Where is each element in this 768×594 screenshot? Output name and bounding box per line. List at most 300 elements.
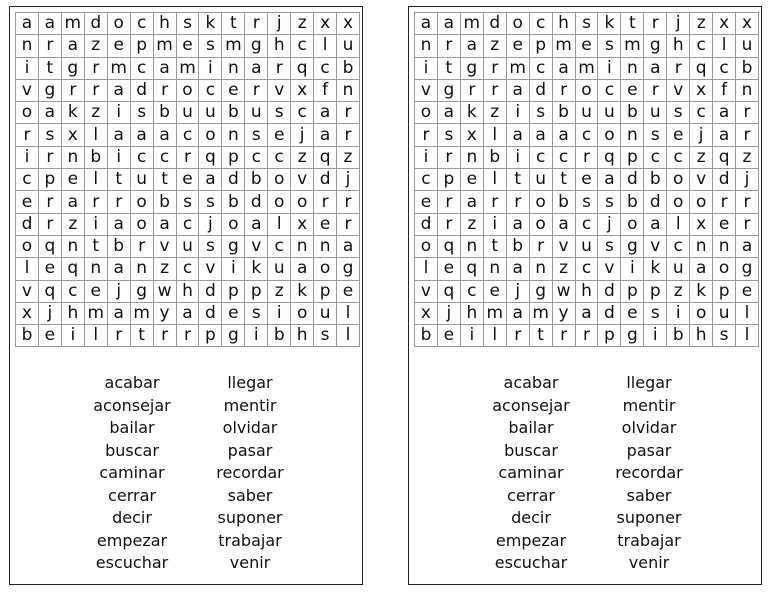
grid-cell: r — [268, 58, 291, 80]
grid-cell: n — [484, 258, 507, 280]
grid-cell: b — [621, 102, 644, 124]
grid-cell: i — [199, 58, 222, 80]
grid-cell: x — [736, 13, 759, 35]
grid-cell: a — [736, 236, 759, 258]
grid-cell: a — [245, 214, 268, 236]
grid-cell: l — [16, 258, 39, 280]
grid-cell: i — [598, 58, 621, 80]
grid-cell: x — [337, 13, 360, 35]
grid-cell: z — [461, 214, 484, 236]
grid-cell: b — [154, 191, 177, 213]
grid-cell: b — [667, 325, 690, 347]
grid-cell: u — [177, 102, 200, 124]
grid-cell: u — [736, 35, 759, 57]
grid-cell: o — [131, 214, 154, 236]
grid-cell: m — [62, 13, 85, 35]
grid-cell: r — [667, 58, 690, 80]
grid-cell: x — [461, 124, 484, 146]
grid-cell: b — [222, 191, 245, 213]
grid-cell: m — [131, 303, 154, 325]
grid-cell: c — [62, 281, 85, 303]
grid-cell: j — [337, 169, 360, 191]
grid-cell: m — [507, 58, 530, 80]
grid-cell: c — [291, 102, 314, 124]
grid-cell: h — [576, 281, 599, 303]
grid-cell: z — [291, 147, 314, 169]
grid-cell: c — [461, 281, 484, 303]
grid-cell: b — [245, 169, 268, 191]
grid-cell: e — [222, 303, 245, 325]
grid-cell: e — [62, 169, 85, 191]
word-list-item: suponer — [616, 508, 682, 527]
grid-cell: t — [530, 325, 553, 347]
grid-cell: z — [62, 214, 85, 236]
grid-cell: z — [690, 13, 713, 35]
grid-cell: o — [131, 191, 154, 213]
grid-cell: p — [621, 147, 644, 169]
grid-cell: r — [62, 80, 85, 102]
grid-cell: o — [621, 214, 644, 236]
grid-cell: s — [245, 303, 268, 325]
grid-cell: y — [154, 303, 177, 325]
grid-cell: h — [667, 35, 690, 57]
grid-cell: o — [177, 80, 200, 102]
grid-cell: i — [85, 214, 108, 236]
grid-cell: a — [314, 102, 337, 124]
grid-cell: a — [553, 58, 576, 80]
grid-cell: i — [461, 325, 484, 347]
grid-cell: o — [667, 169, 690, 191]
grid-cell: n — [291, 236, 314, 258]
grid-cell: e — [621, 303, 644, 325]
word-list-item: saber — [227, 485, 273, 505]
grid-cell: s — [245, 124, 268, 146]
word-list-item: bailar — [508, 418, 554, 437]
grid-cell: c — [644, 147, 667, 169]
grid-cell: z — [291, 13, 314, 35]
word-list-item: escuchar — [95, 553, 169, 572]
grid-cell: u — [598, 102, 621, 124]
grid-cell: r — [131, 236, 154, 258]
word-list-column-1 — [77, 372, 187, 575]
grid-cell: r — [337, 102, 360, 124]
grid-cell: o — [108, 13, 131, 35]
grid-cell: q — [438, 236, 461, 258]
grid-cell: r — [154, 325, 177, 347]
grid-cell: d — [644, 191, 667, 213]
grid-cell: s — [199, 236, 222, 258]
word-list-item: recordar — [216, 463, 284, 482]
grid-cell: r — [484, 58, 507, 80]
grid-cell: x — [690, 80, 713, 102]
grid-cell: j — [291, 124, 314, 146]
grid-cell: s — [199, 35, 222, 57]
grid-cell: u — [131, 169, 154, 191]
grid-cell: a — [108, 124, 131, 146]
word-list-item: mentir — [622, 395, 676, 415]
word-list-item: trabajar — [617, 530, 681, 550]
grid-cell: a — [62, 35, 85, 57]
grid-cell: l — [736, 303, 759, 325]
grid-cell: z — [154, 258, 177, 280]
grid-cell: t — [222, 13, 245, 35]
grid-cell: z — [85, 35, 108, 57]
grid-cell: e — [438, 258, 461, 280]
grid-cell: r — [713, 191, 736, 213]
grid-cell: a — [507, 258, 530, 280]
grid-cell: q — [598, 147, 621, 169]
grid-cell: t — [39, 58, 62, 80]
grid-cell: o — [415, 236, 438, 258]
grid-cell: x — [291, 80, 314, 102]
grid-cell: a — [461, 191, 484, 213]
grid-cell: m — [576, 58, 599, 80]
grid-cell: i — [222, 258, 245, 280]
grid-cell: s — [199, 191, 222, 213]
grid-cell: n — [16, 35, 39, 57]
grid-cell: o — [415, 102, 438, 124]
grid-cell: n — [690, 236, 713, 258]
grid-cell: g — [461, 58, 484, 80]
grid-cell: a — [108, 214, 131, 236]
grid-cell: j — [39, 303, 62, 325]
grid-cell: m — [484, 303, 507, 325]
grid-cell: a — [415, 13, 438, 35]
grid-cell: p — [222, 281, 245, 303]
grid-cell: r — [245, 80, 268, 102]
grid-cell: e — [337, 281, 360, 303]
grid-cell: t — [621, 13, 644, 35]
grid-cell: p — [530, 35, 553, 57]
grid-cell: l — [713, 35, 736, 57]
grid-cell: n — [62, 147, 85, 169]
grid-cell: m — [621, 35, 644, 57]
word-list-item: recordar — [615, 463, 683, 482]
grid-cell: s — [644, 124, 667, 146]
grid-cell: q — [291, 58, 314, 80]
grid-cell: v — [16, 80, 39, 102]
grid-cell: b — [154, 102, 177, 124]
grid-cell: c — [667, 236, 690, 258]
grid-cell: e — [314, 214, 337, 236]
grid-cell: o — [507, 13, 530, 35]
grid-cell: b — [621, 191, 644, 213]
grid-cell: m — [85, 303, 108, 325]
grid-cell: r — [438, 191, 461, 213]
grid-cell: s — [268, 102, 291, 124]
grid-cell: d — [530, 80, 553, 102]
grid-cell: o — [291, 191, 314, 213]
word-search-sheet-left — [9, 6, 363, 585]
grid-cell: o — [713, 258, 736, 280]
grid-cell: r — [245, 13, 268, 35]
grid-cell: r — [736, 124, 759, 146]
grid-cell: a — [713, 124, 736, 146]
grid-cell: v — [268, 80, 291, 102]
grid-cell: a — [62, 191, 85, 213]
grid-cell: i — [667, 303, 690, 325]
grid-cell: n — [85, 258, 108, 280]
grid-cell: n — [461, 236, 484, 258]
grid-cell: b — [484, 147, 507, 169]
grid-cell: d — [85, 13, 108, 35]
grid-cell: t — [108, 169, 131, 191]
grid-cell: s — [314, 325, 337, 347]
grid-cell: n — [314, 236, 337, 258]
grid-cell: r — [16, 124, 39, 146]
grid-cell: h — [177, 281, 200, 303]
grid-cell: a — [154, 214, 177, 236]
grid-cell: a — [713, 102, 736, 124]
grid-cell: o — [16, 102, 39, 124]
grid-cell: w — [154, 281, 177, 303]
grid-cell: i — [16, 147, 39, 169]
grid-cell: c — [576, 258, 599, 280]
letter-grid — [414, 12, 759, 347]
grid-cell: r — [177, 325, 200, 347]
grid-cell: x — [713, 13, 736, 35]
grid-cell: c — [530, 58, 553, 80]
grid-cell: r — [484, 191, 507, 213]
grid-cell: b — [736, 58, 759, 80]
grid-cell: a — [291, 258, 314, 280]
grid-cell: l — [337, 303, 360, 325]
grid-cell: r — [85, 58, 108, 80]
grid-cell: d — [16, 214, 39, 236]
grid-cell: d — [484, 13, 507, 35]
grid-cell: r — [337, 214, 360, 236]
word-list-item: mentir — [223, 395, 277, 415]
grid-cell: i — [16, 58, 39, 80]
grid-cell: d — [713, 169, 736, 191]
grid-cell: n — [621, 58, 644, 80]
grid-cell: n — [131, 258, 154, 280]
grid-cell: l — [484, 325, 507, 347]
grid-cell: a — [131, 124, 154, 146]
grid-cell: c — [177, 258, 200, 280]
grid-cell: a — [461, 35, 484, 57]
grid-cell: u — [576, 236, 599, 258]
grid-cell: z — [553, 258, 576, 280]
word-list-item: decir — [112, 508, 152, 527]
grid-cell: p — [245, 281, 268, 303]
grid-cell: g — [337, 258, 360, 280]
word-list-item: cerrar — [108, 485, 156, 505]
grid-cell: q — [461, 258, 484, 280]
word-list-item: acabar — [503, 373, 559, 392]
grid-cell: a — [530, 124, 553, 146]
grid-cell: c — [131, 147, 154, 169]
grid-cell: e — [268, 124, 291, 146]
word-list-item: buscar — [504, 440, 558, 460]
grid-cell: a — [553, 214, 576, 236]
word-list-item: empezar — [96, 530, 168, 550]
word-list-column-2 — [604, 372, 694, 575]
grid-cell: t — [154, 169, 177, 191]
grid-cell: u — [314, 303, 337, 325]
grid-cell: a — [108, 80, 131, 102]
grid-cell: o — [667, 191, 690, 213]
grid-cell: m — [461, 13, 484, 35]
grid-cell: i — [415, 58, 438, 80]
grid-cell: x — [16, 303, 39, 325]
grid-cell: t — [85, 236, 108, 258]
grid-cell: s — [438, 124, 461, 146]
grid-cell: r — [154, 80, 177, 102]
grid-cell: o — [690, 191, 713, 213]
grid-cell: r — [576, 147, 599, 169]
grid-cell: c — [576, 214, 599, 236]
grid-cell: r — [576, 325, 599, 347]
grid-cell: j — [667, 13, 690, 35]
grid-cell: f — [314, 80, 337, 102]
word-list-item: caminar — [498, 463, 564, 482]
grid-cell: c — [131, 58, 154, 80]
grid-cell: q — [690, 58, 713, 80]
grid-cell: u — [644, 102, 667, 124]
word-list-item: bailar — [109, 418, 155, 437]
grid-cell: i — [507, 102, 530, 124]
grid-cell: e — [576, 169, 599, 191]
grid-cell: r — [337, 191, 360, 213]
grid-cell: a — [154, 124, 177, 146]
grid-cell: p — [199, 325, 222, 347]
grid-cell: c — [154, 147, 177, 169]
grid-cell: c — [667, 147, 690, 169]
grid-cell: o — [530, 214, 553, 236]
grid-cell: l — [736, 325, 759, 347]
grid-cell: e — [713, 214, 736, 236]
grid-cell: a — [438, 13, 461, 35]
grid-cell: r — [85, 191, 108, 213]
word-list-item: olvidar — [621, 418, 677, 437]
grid-cell: n — [530, 258, 553, 280]
grid-cell: a — [438, 102, 461, 124]
grid-cell: u — [667, 258, 690, 280]
grid-cell: a — [108, 258, 131, 280]
grid-cell: g — [621, 236, 644, 258]
grid-cell: r — [438, 35, 461, 57]
grid-cell: v — [690, 169, 713, 191]
grid-cell: a — [576, 303, 599, 325]
grid-cell: p — [713, 281, 736, 303]
grid-cell: z — [484, 35, 507, 57]
grid-cell: s — [713, 325, 736, 347]
grid-cell: i — [415, 147, 438, 169]
grid-cell: s — [598, 191, 621, 213]
grid-cell: o — [268, 169, 291, 191]
grid-cell: k — [461, 102, 484, 124]
grid-cell: j — [108, 281, 131, 303]
grid-cell: e — [667, 124, 690, 146]
grid-cell: z — [484, 102, 507, 124]
grid-cell: g — [621, 325, 644, 347]
grid-cell: c — [576, 124, 599, 146]
grid-cell: e — [177, 35, 200, 57]
grid-cell: s — [131, 102, 154, 124]
grid-cell: j — [736, 169, 759, 191]
grid-cell: r — [553, 325, 576, 347]
grid-cell: r — [39, 35, 62, 57]
grid-cell: h — [62, 303, 85, 325]
grid-cell: u — [576, 102, 599, 124]
grid-cell: e — [438, 325, 461, 347]
grid-cell: i — [484, 214, 507, 236]
grid-cell: e — [415, 191, 438, 213]
grid-cell: c — [16, 169, 39, 191]
grid-cell: g — [644, 35, 667, 57]
grid-cell: s — [598, 236, 621, 258]
grid-cell: a — [39, 13, 62, 35]
word-list-item: olvidar — [222, 418, 278, 437]
word-list-column-2 — [205, 372, 295, 575]
grid-cell: g — [62, 58, 85, 80]
grid-cell: q — [39, 236, 62, 258]
grid-cell: p — [39, 169, 62, 191]
grid-cell: a — [644, 58, 667, 80]
grid-cell: g — [245, 35, 268, 57]
grid-cell: a — [154, 58, 177, 80]
grid-cell: b — [337, 58, 360, 80]
grid-cell: c — [415, 169, 438, 191]
grid-cell: v — [667, 80, 690, 102]
grid-cell: j — [507, 281, 530, 303]
word-list-item: pasar — [626, 440, 672, 460]
grid-cell: x — [415, 303, 438, 325]
grid-cell: r — [39, 214, 62, 236]
grid-cell: a — [245, 58, 268, 80]
grid-cell: t — [131, 325, 154, 347]
grid-cell: x — [62, 124, 85, 146]
grid-cell: l — [85, 124, 108, 146]
grid-cell: g — [530, 281, 553, 303]
grid-cell: a — [507, 303, 530, 325]
grid-cell: b — [16, 325, 39, 347]
grid-cell: v — [644, 236, 667, 258]
grid-cell: u — [713, 303, 736, 325]
grid-cell: s — [39, 124, 62, 146]
word-list — [409, 372, 761, 575]
grid-cell: q — [39, 281, 62, 303]
grid-cell: o — [690, 303, 713, 325]
grid-cell: d — [598, 303, 621, 325]
grid-cell: c — [199, 80, 222, 102]
grid-cell: g — [131, 281, 154, 303]
grid-cell: g — [222, 325, 245, 347]
grid-cell: j — [598, 214, 621, 236]
grid-cell: n — [621, 124, 644, 146]
grid-cell: d — [199, 281, 222, 303]
grid-cell: e — [484, 281, 507, 303]
grid-cell: s — [576, 191, 599, 213]
grid-cell: r — [415, 124, 438, 146]
grid-cell: t — [438, 58, 461, 80]
grid-cell: c — [177, 214, 200, 236]
grid-cell: q — [314, 147, 337, 169]
grid-cell: j — [268, 13, 291, 35]
grid-cell: n — [415, 35, 438, 57]
grid-cell: s — [644, 303, 667, 325]
grid-cell: r — [507, 325, 530, 347]
grid-cell: c — [177, 124, 200, 146]
grid-cell: o — [291, 303, 314, 325]
grid-cell: c — [598, 80, 621, 102]
word-list-item: venir — [628, 553, 670, 572]
grid-cell: b — [415, 325, 438, 347]
grid-cell: p — [131, 35, 154, 57]
grid-cell: s — [576, 13, 599, 35]
grid-cell: r — [438, 147, 461, 169]
